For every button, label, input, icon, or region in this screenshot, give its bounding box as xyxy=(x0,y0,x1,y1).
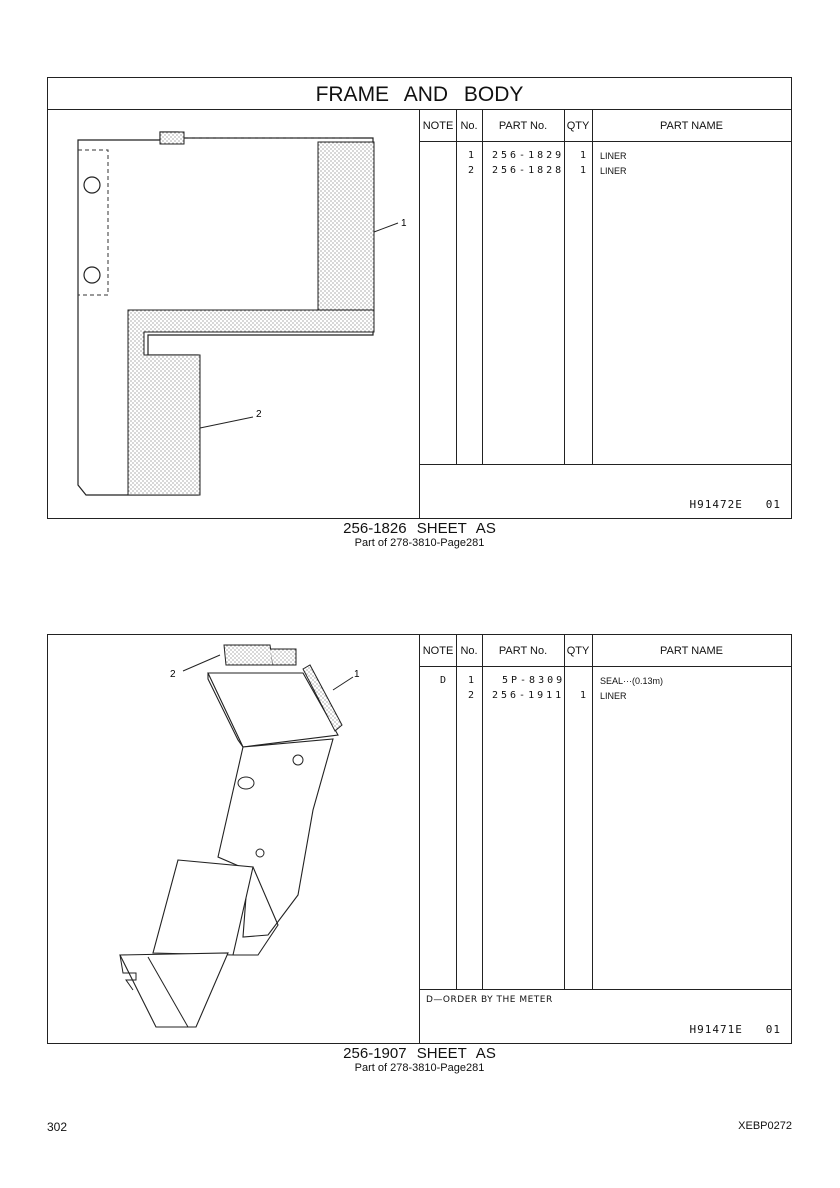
page-number: 302 xyxy=(47,1120,68,1134)
row-no: 1 xyxy=(468,675,475,686)
sheet-assembly-diagram xyxy=(48,635,420,1043)
row-part-name: LINER xyxy=(600,151,627,161)
callout-label: 2 xyxy=(170,669,176,680)
col-header-part-no: PART No. xyxy=(482,635,564,667)
assembly-reference: Part of 278-3810-Page281 xyxy=(354,537,485,549)
row-part-no: 256-1911 xyxy=(492,690,565,701)
row-note: D xyxy=(440,675,447,686)
page-title: FRAME AND BODY xyxy=(315,83,524,106)
col-header-no: No. xyxy=(456,635,482,667)
col-header-note: NOTE xyxy=(420,635,456,667)
assembly-title: 256-1907 SHEET AS xyxy=(343,1045,496,1062)
illustration-2 xyxy=(48,635,420,1043)
illustration-code: H91472E 01 xyxy=(689,498,781,511)
illustration-1 xyxy=(48,110,420,518)
hole-top xyxy=(84,177,100,193)
col-header-part-name: PART NAME xyxy=(592,110,791,142)
liner-diagram-1 xyxy=(48,110,420,518)
col-header-part-no: PART No. xyxy=(482,110,564,142)
parts-table-2 xyxy=(420,635,791,1043)
col-header-qty: QTY xyxy=(564,635,592,667)
row-part-no: 256-1828 xyxy=(492,165,565,176)
parts-panel-2 xyxy=(47,634,792,1044)
row-part-name: LINER xyxy=(600,166,627,176)
row-part-name: LINER xyxy=(600,691,627,701)
liner-part-1 xyxy=(318,142,374,320)
assembly-reference: Part of 278-3810-Page281 xyxy=(354,1062,485,1074)
row-qty: 1 xyxy=(580,165,587,176)
assembly-title: 256-1826 SHEET AS xyxy=(343,520,496,537)
col-header-note: NOTE xyxy=(420,110,456,142)
page-title-bar xyxy=(47,77,792,110)
liner-part-2 xyxy=(128,310,374,495)
col-header-part-name: PART NAME xyxy=(592,635,791,667)
parts-panel-1 xyxy=(47,109,792,519)
row-part-no: 5P-8309 xyxy=(502,675,566,686)
col-header-no: No. xyxy=(456,110,482,142)
hole-bottom xyxy=(84,267,100,283)
parts-table-1 xyxy=(420,110,791,518)
row-qty: 1 xyxy=(580,690,587,701)
assembly-caption-2 xyxy=(47,1045,792,1074)
row-no: 2 xyxy=(468,165,475,176)
row-no: 1 xyxy=(468,150,475,161)
illustration-code: H91471E 01 xyxy=(689,1023,781,1036)
row-part-name: SEAL···(0.13m) xyxy=(600,676,664,686)
doc-code: XEBP0272 xyxy=(738,1120,792,1132)
callout-label: 2 xyxy=(256,409,262,420)
assembly-caption-1 xyxy=(47,520,792,549)
col-header-qty: QTY xyxy=(564,110,592,142)
row-part-no: 256-1829 xyxy=(492,150,565,161)
callout-label: 1 xyxy=(354,669,360,680)
callout-label: 1 xyxy=(401,218,407,229)
row-qty: 1 xyxy=(580,150,587,161)
row-no: 2 xyxy=(468,690,475,701)
footer-note: D—ORDER BY THE METER xyxy=(426,995,553,1005)
